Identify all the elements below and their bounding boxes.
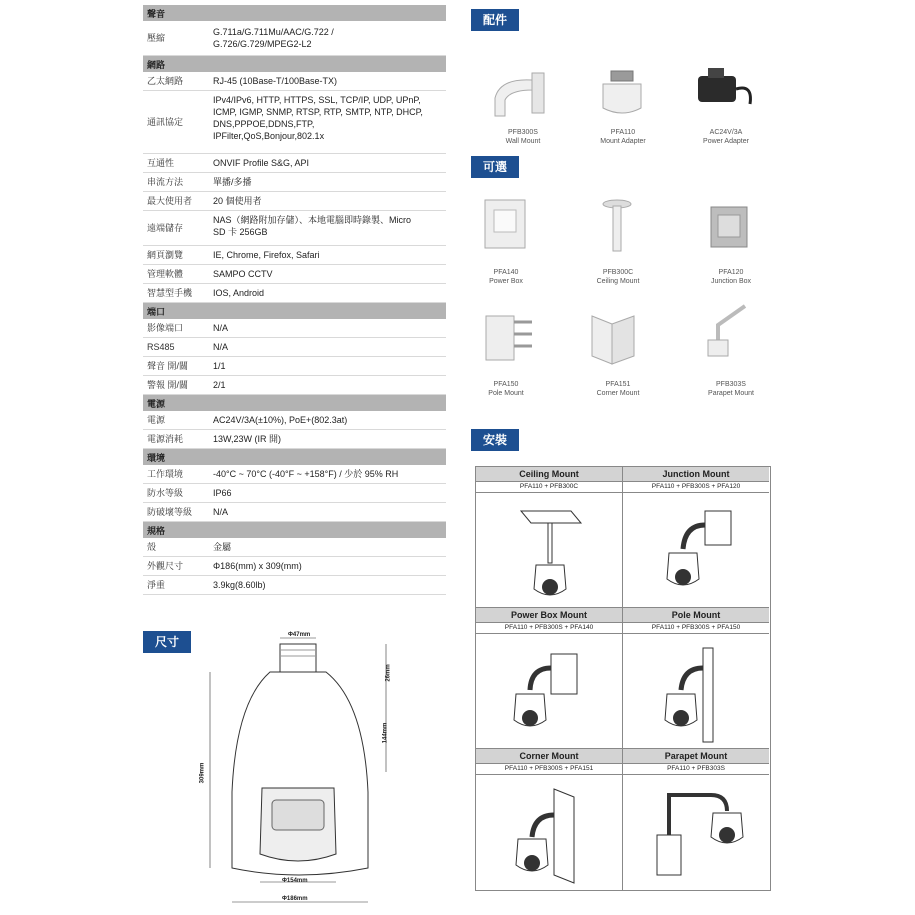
- section-power: 電源: [143, 395, 446, 411]
- mount-adapter-image: [595, 68, 650, 123]
- accessory-label: [683, 128, 769, 146]
- model: PFB303S: [716, 381, 746, 388]
- dim-186: Φ186mm: [282, 896, 308, 902]
- tag-install: 安裝: [471, 429, 519, 451]
- name: Power Adapter: [703, 138, 749, 145]
- install-sub: PFA110 + PFB300C: [476, 482, 622, 493]
- install-cell-junction: [623, 467, 769, 608]
- ceiling-install-diagram: [476, 493, 622, 605]
- spec-value: N/A: [213, 507, 229, 517]
- spec-value: 3.9kg(8.60lb): [213, 580, 266, 590]
- install-cell-corner: [476, 749, 623, 890]
- section-audio: 聲音: [143, 5, 446, 21]
- spec-label: 外觀尺寸: [147, 561, 184, 571]
- name: Junction Box: [710, 278, 752, 285]
- section-environment: 環境: [143, 449, 446, 465]
- spec-label: 通訊協定: [147, 117, 184, 127]
- model: PFA150: [493, 381, 519, 388]
- install-title: Ceiling Mount: [476, 467, 622, 482]
- spec-label: 智慧型手機: [147, 288, 193, 298]
- name: Pole Mount: [488, 390, 524, 397]
- install-title: Pole Mount: [623, 608, 769, 623]
- install-cell-powerbox: [476, 608, 623, 749]
- pole-mount-image: [478, 308, 538, 368]
- spec-value: N/A: [213, 342, 229, 352]
- spec-value: AC24V/3A(±10%), PoE+(802.3at): [213, 415, 348, 425]
- spec-label: 電源: [147, 415, 166, 425]
- name: Corner Mount: [596, 390, 640, 397]
- section-network: 網路: [143, 56, 446, 72]
- accessory-label: [580, 128, 666, 146]
- spec-row-compression: [143, 21, 446, 56]
- tag-optional: 可選: [471, 156, 519, 178]
- dim-144: 144mm: [382, 722, 389, 744]
- model: PFB300C: [602, 269, 634, 276]
- spec-value: IE, Chrome, Firefox, Safari: [213, 250, 320, 260]
- spec-row-phone: [143, 284, 446, 303]
- spec-value: 2/1: [213, 380, 226, 390]
- spec-row-weight: [143, 576, 446, 595]
- model: PFA140: [493, 269, 519, 276]
- spec-row-mgmt: [143, 265, 446, 284]
- name: Mount Adapter: [600, 138, 646, 145]
- spec-value: 13W,23W (IR 開): [213, 434, 282, 444]
- install-cell-pole: [623, 608, 769, 749]
- model: PFA151: [605, 381, 631, 388]
- spec-label: 防水等級: [147, 488, 184, 498]
- spec-value: 金屬: [213, 542, 232, 552]
- accessory-label: [480, 128, 566, 146]
- optional-label: [688, 380, 774, 398]
- dim-309: 309mm: [199, 762, 206, 784]
- powerbox-install-diagram: [476, 634, 622, 746]
- spec-table: [143, 5, 446, 595]
- install-title: Power Box Mount: [476, 608, 622, 623]
- spec-row-power: [143, 411, 446, 430]
- name: Wall Mount: [505, 138, 541, 145]
- spec-label: 電源消耗: [147, 434, 184, 444]
- spec-value: Φ186(mm) x 309(mm): [213, 561, 302, 571]
- tag-dimensions: 尺寸: [143, 631, 191, 653]
- parapet-install-diagram: [623, 775, 769, 887]
- spec-label: 影像端口: [147, 323, 184, 333]
- spec-label: 聲音 開/關: [147, 361, 189, 371]
- pole-install-diagram: [623, 634, 769, 746]
- wall-mount-image: [480, 68, 550, 123]
- optional-label: [463, 380, 549, 398]
- dim-154: Φ154mm: [282, 878, 308, 884]
- spec-label: 防破壞等級: [147, 507, 193, 517]
- name: Power Box: [489, 278, 523, 285]
- spec-row-ethernet: [143, 72, 446, 91]
- spec-value: IOS, Android: [213, 288, 265, 298]
- spec-row-protocol: [143, 91, 446, 154]
- spec-label: 工作環境: [147, 469, 184, 479]
- spec-label: 最大使用者: [147, 196, 193, 206]
- power-adapter-image: [688, 64, 763, 114]
- section-specs: 規格: [143, 522, 446, 538]
- spec-row-housing: [143, 538, 446, 557]
- optional-label: [575, 268, 661, 286]
- install-sub: PFA110 + PFB300S + PFA150: [623, 623, 769, 634]
- install-cell-ceiling: [476, 467, 623, 608]
- spec-label: 殼: [147, 542, 157, 552]
- install-title: Junction Mount: [623, 467, 769, 482]
- spec-row-maxuser: [143, 192, 446, 211]
- spec-value: -40°C ~ 70°C (-40°F ~ +158°F) / 少於 95% RH: [213, 469, 399, 479]
- model: PFA110: [610, 129, 636, 136]
- spec-label: 互通性: [147, 158, 175, 168]
- spec-value: G.711a/G.711Mu/AAC/G.722 / G.726/G.729/MPEG2-L2: [213, 27, 334, 49]
- dimension-drawing: [196, 632, 411, 910]
- name: Ceiling Mount: [596, 278, 640, 285]
- spec-label: 壓縮: [147, 33, 166, 43]
- spec-row-storage: [143, 211, 446, 246]
- spec-label: 網頁瀏覽: [147, 250, 184, 260]
- install-title: Corner Mount: [476, 749, 622, 764]
- spec-label: 管理軟體: [147, 269, 184, 279]
- name: Parapet Mount: [708, 390, 754, 397]
- spec-row-browser: [143, 246, 446, 265]
- junction-box-image: [707, 203, 752, 253]
- spec-row-size: [143, 557, 446, 576]
- section-port: 端口: [143, 303, 446, 319]
- parapet-mount-image: [700, 300, 760, 365]
- spec-row-consumption: [143, 430, 446, 449]
- install-sub: PFA110 + PFB303S: [623, 764, 769, 775]
- spec-label: 警報 開/關: [147, 380, 189, 390]
- install-title: Parapet Mount: [623, 749, 769, 764]
- optional-label: [688, 268, 774, 286]
- spec-row-video-port: [143, 319, 446, 338]
- junction-install-diagram: [623, 493, 769, 605]
- dim-top: Φ47mm: [288, 632, 311, 638]
- power-box-image: [480, 195, 535, 255]
- spec-value: IPv4/IPv6, HTTP, HTTPS, SSL, TCP/IP, UDP, UPnP, ICMP, IGMP, SNMP, RTSP, RTP, SMTP, NTP, DHCP, DNS,PPPOE,DDNS,FTP, IPFilter,QoS,Bonjour,802.1x: [213, 95, 423, 141]
- spec-label: RS485: [147, 342, 175, 352]
- dim-26: 26mm: [385, 664, 392, 682]
- ceiling-mount-image: [597, 196, 637, 261]
- install-sub: PFA110 + PFB300S + PFA120: [623, 482, 769, 493]
- tag-accessories: 配件: [471, 9, 519, 31]
- spec-value: IP66: [213, 488, 232, 498]
- spec-value: ONVIF Profile S&G, API: [213, 158, 310, 168]
- spec-value: N/A: [213, 323, 229, 333]
- spec-row-rs485: [143, 338, 446, 357]
- spec-value: 1/1: [213, 361, 226, 371]
- optional-label: [575, 380, 661, 398]
- spec-row-vandal: [143, 503, 446, 522]
- spec-label: 乙太網路: [147, 76, 184, 86]
- spec-value: RJ-45 (10Base-T/100Base-TX): [213, 76, 338, 86]
- spec-row-alarm-io: [143, 376, 446, 395]
- model: PFB300S: [508, 129, 538, 136]
- spec-value: 單播/多播: [213, 177, 252, 187]
- spec-row-operating: [143, 465, 446, 484]
- install-grid: [475, 466, 771, 891]
- model: PFA120: [718, 269, 744, 276]
- spec-label: 遠端儲存: [147, 223, 184, 233]
- spec-value: 20 個使用者: [213, 196, 262, 206]
- spec-row-waterproof: [143, 484, 446, 503]
- spec-row-audio-io: [143, 357, 446, 376]
- corner-install-diagram: [476, 775, 622, 887]
- spec-label: 串流方法: [147, 177, 184, 187]
- install-cell-parapet: [623, 749, 769, 890]
- spec-value: NAS（網路附加存儲）、本地電腦即時錄製、Micro SD 卡 256GB: [213, 215, 412, 237]
- model: AC24V/3A: [709, 129, 743, 136]
- spec-label: 淨重: [147, 580, 166, 590]
- install-sub: PFA110 + PFB300S + PFA140: [476, 623, 622, 634]
- spec-row-stream: [143, 173, 446, 192]
- spec-value: SAMPO CCTV: [213, 269, 273, 279]
- install-sub: PFA110 + PFB300S + PFA151: [476, 764, 622, 775]
- spec-row-interop: [143, 154, 446, 173]
- corner-mount-image: [582, 308, 642, 368]
- optional-label: [463, 268, 549, 286]
